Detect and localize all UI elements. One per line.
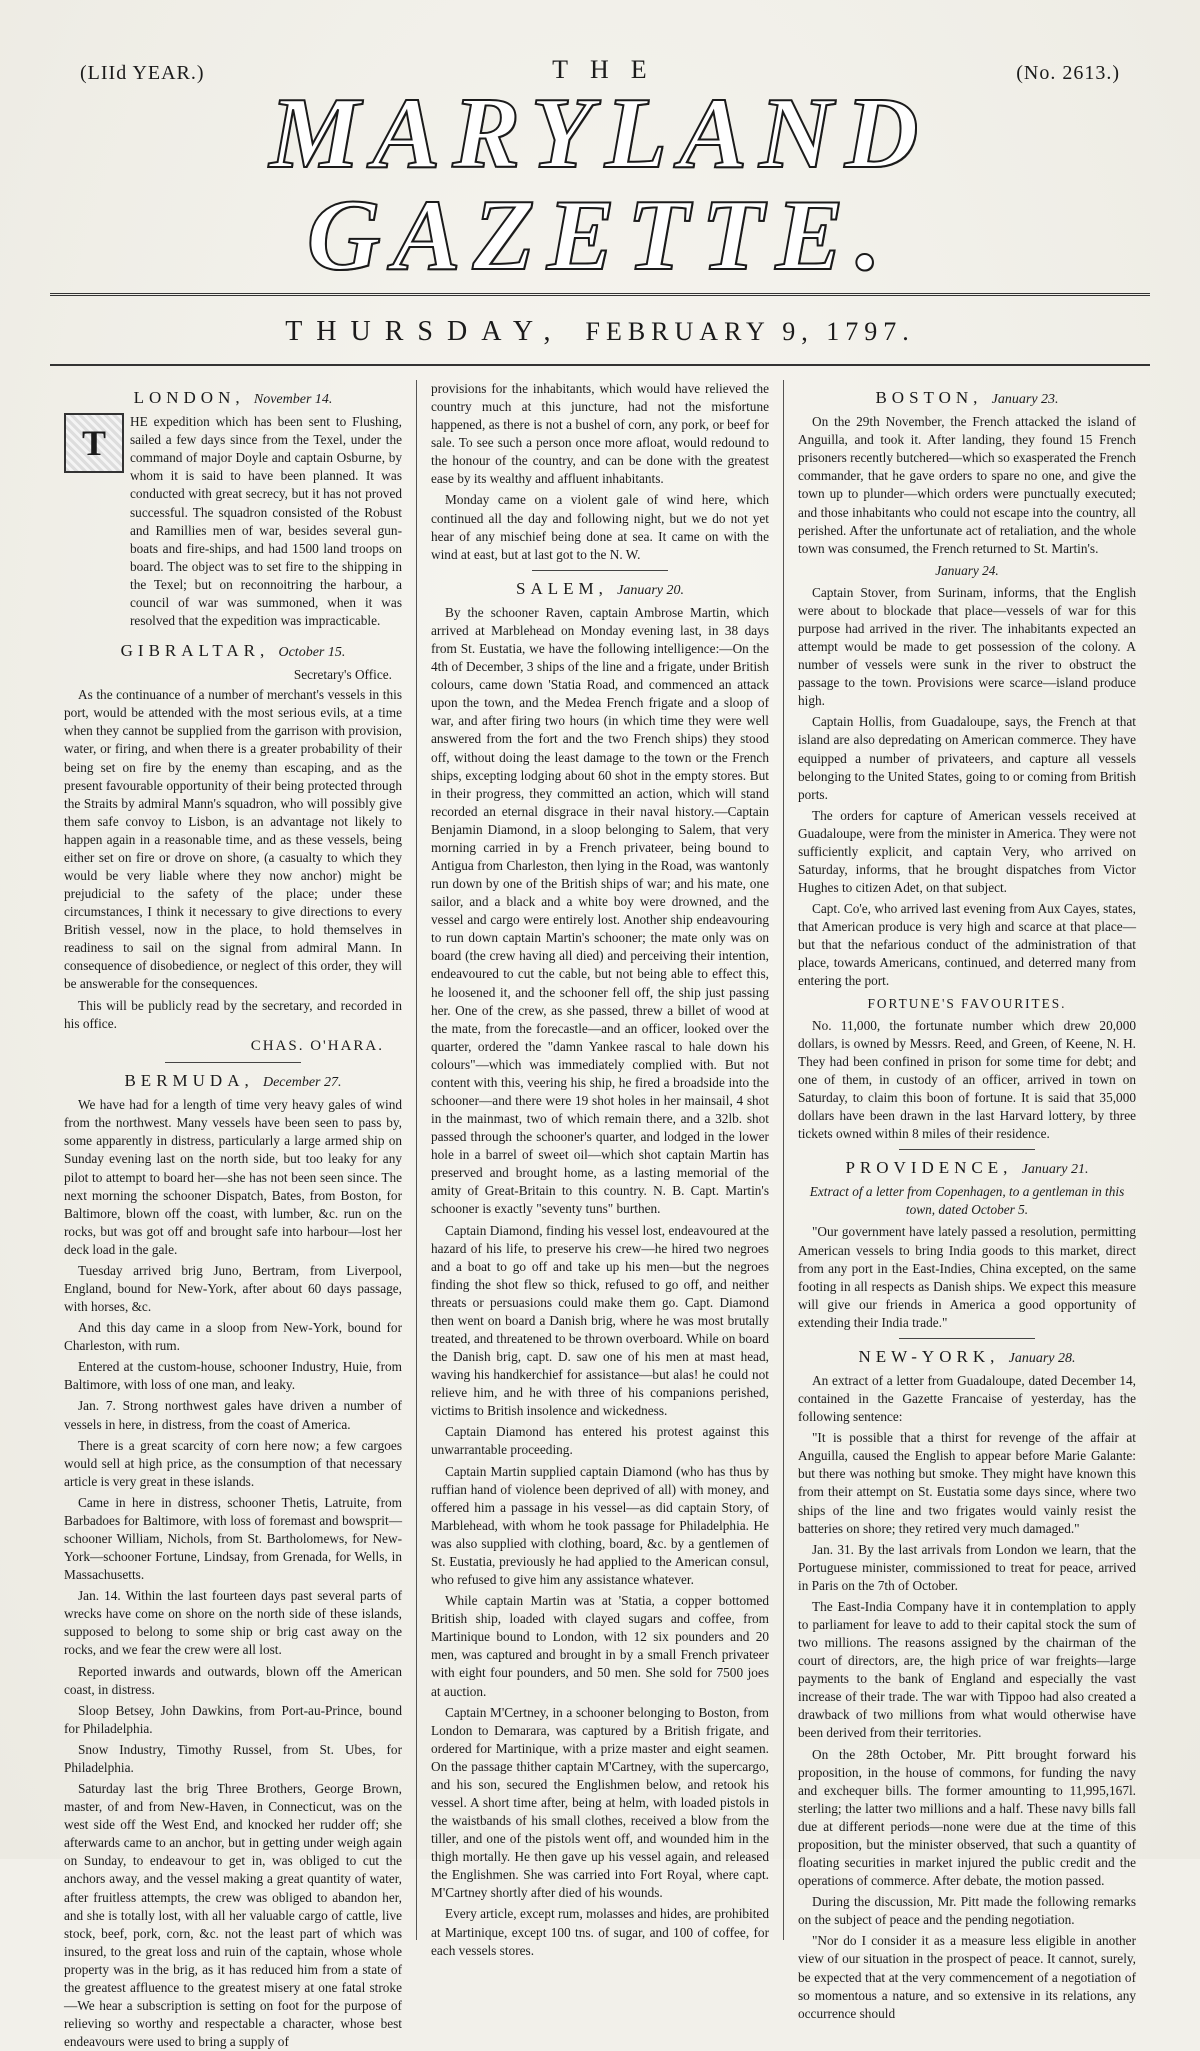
article-paragraph: "Our government have lately passed a resolution, permitting American vessels to bring India goods to this market, direct from any port in the East-Indies, China excepted, on the same footing in all respects as Danish ships. We expect this measure will give our friends in America a good opportunity of extending their India trade."	[798, 1224, 1136, 1330]
article-paragraph: Captain Hollis, from Guadaloupe, says, the French at that island are also depredating on American commerce. They have equipped a number of privateers, and capture all vessels belonging to the United States, going to or coming from British ports.	[798, 714, 1136, 802]
article-paragraph: By the schooner Raven, captain Ambrose Martin, which arrived at Marblehead on Monday evening last, in 38 days from St. Eustatia, we have the following intelligence:—On the 4th of December, 3 ships of the line and a frigate, under British colours, came down 'Statia Road, and commenced an attack upon the town, and the Medea French frigate and a sloop of war, and after firing two hours (in which time they were well answered from the fort and the two French ships) they stood off, without doing the least damage to the town or the French ships, excepting lodging about 60 shot in the empty stores. But in their progress, they committed an action, which will stand recorded an eternal disgrace in their naval history.—Captain Benjamin Diamond, in a sloop belonging to Salem, that very morning carried in by a French privateer, being bound to Antigua from Charleston, then lying in the Road, was wantonly run down by one of the British ships of war; and his mate, one sailor, and a black and a white boy were drowned, and the vessel and cargo were entirely lost. Another ship endeavouring to run down captain Martin's schooner; the mate only was on board (the crew having all died) and perceiving their intention, endeavoured to cut the cable, but not being able to effect this, he loosened it, and the schooner fell off, the ship just passing her. One of the crew, as she passed, threw a billet of wood at the mate, from the forecastle—and an officer, looked over the quarter, ordered the "damn Yankee rascal to hale down his colours"—which was immediately complied with. But not content with this, veering his ship, he fired a broadside into the schooner—and there were 19 shot holes in her mainsail, 4 shot in the mainmast, two of which remain there, and a 32lb. shot passed through the schooner's quarter, and lodged in the lower hole in a barrel of sweet oil—which shot captain Martin has preserved and brought home, as a lasting memorial of the amity of Great-Britain to this country. N. B. Capt. Martin's schooner is exactly "seventy tuns" burthen.	[431, 604, 769, 1217]
dateline-date: January 23.	[991, 392, 1059, 407]
year-label: (LIId YEAR.)	[80, 62, 205, 84]
dateline-date: October 15.	[278, 645, 346, 661]
article-paragraph: As the continuance of a number of merchant's vessels in this port, would be attended with the most serious evils, at a time when they cannot be supplied from the garrison with provision, water, or firing, and when there is a greater probability of their being set on fire by the enemy than escaping, and as the present favourable opportunity of their being protected through the Straits by admiral Mann's squadron, who will possibly give them safe convoy to Lisbon, is an advantage not likely to happen again in a reasonable time, and as these vessels, being either set on fire or drove on shore, (a casualty to which they would be very liable where they now anchor) might be prejudicial to the safety of the place; under these circumstances, I think it necessary to give directions to every British vessel, now in the place, to hold themselves in readiness to sail on the signal from admiral Mann. In consequence of disobedience, or neglect of this order, they will be answerable for the consequences.	[64, 687, 402, 992]
article-paragraph: And this day came in a sloop from New-York, bound for Charleston, with rum.	[64, 1320, 402, 1354]
divider	[165, 1062, 300, 1063]
article-paragraph: The East-India Company have it in contemplation to apply to parliament for leave to add to their capital stock the sum of two millions. The reasons assigned by the chairman of the court of directors, are, the high price of war freights—large payments to the bank of England and especially the vast increase of their trade. The war with Tippoo had also created a drawback of two millions from what would otherwise have been derived from their territories.	[798, 1598, 1136, 1741]
masthead-rule-bottom	[50, 364, 1150, 366]
article-paragraph: An extract of a letter from Guadaloupe, dated December 14, contained in the Gazette Francaise of yesterday, has the following sentence:	[798, 1373, 1136, 1425]
dateline-gibraltar	[64, 639, 402, 662]
article-paragraph: Capt. Co'e, who arrived last evening from Aux Cayes, states, that American produce is very high and scarce at that place—but that the nefarious conduct of the administration of that place, towards Americans, continued, and deterred many from entering the port.	[798, 901, 1136, 989]
article-paragraph: Entered at the custom-house, schooner Industry, Huie, from Baltimore, with loss of one man, and leaky.	[64, 1359, 402, 1393]
divider	[899, 1338, 1034, 1339]
article-paragraph: HE expedition which has been sent to Flushing, sailed a few days since from the Texel, under the command of major Doyle and captain Osburne, by whom it is said to have been planned. It was conducted with great secrecy, but it has not proved successful. The squadron consisted of the Robust and Ramillies men of war, besides several gun-boats and fire-ships, and had 1500 land troops on board. The object was to set fire to the shipping in the Texel; but on reconnoitring the harbour, a council of war was summoned, when it was resolved that the expedition was impracticable.	[130, 414, 402, 628]
article-paragraph: We have had for a length of time very heavy gales of wind from the northwest. Many vessels have been seen to pass by, some apparently in distress, particularly a large armed ship on Sunday evening last on the north side, but too leaky for any pilot to attempt to board her—she has not been seen since. The next morning the schooner Dispatch, Bates, from Boston, for Baltimore, blown off the coast, with lumber, &c. run on the rocks, but was got off and brought safe into harbour—lost her deck load in the gale.	[64, 1097, 402, 1257]
article-paragraph: Captain Stover, from Surinam, informs, that the English were about to blockade that place—vessels of war for this purpose had arrived in the river. The inhabitants expected an attempt would be made to get possession of the colony. A number of vessels were sunk in the river to obstruct the passage to the town. Provisions were scarce—island produce high.	[798, 584, 1136, 709]
london-article	[64, 413, 402, 633]
issue-dateline	[50, 302, 1150, 358]
article-paragraph: Captain Diamond, finding his vessel lost, endeavoured at the hazard of his life, to preserve his crew—he hired two negroes and a boat to go off and take up his men—but the negroes finding the shot flew so thick, refused to go off, and neither threats or persuasions could make them go. Capt. Diamond then went on board a Danish brig, where he was most brutally treated, and threatened to be thrown overboard. While on board the Danish brig, capt. D. saw one of his men at mast head, waving his handkerchief for assistance—but alas! he could not relieve him, and he with three of his companions perished, victims to British insolence and wickedness.	[431, 1222, 769, 1419]
article-paragraph: provisions for the inhabitants, which would have relieved the country much at this juncture, had not the misfortune happened, as there is not a bushel of corn, any pork, or beef for sale. To see such a person once more afloat, would redound to the honour of the country, and can be done with the greatest ease by its wealthy and affluent inhabitants.	[431, 381, 769, 487]
column-1	[50, 380, 416, 2050]
newspaper-title: MARYLAND GAZETTE.	[269, 77, 931, 292]
masthead-rule-top	[50, 293, 1150, 296]
article-paragraph: Captain Diamond has entered his protest against this unwarrantable proceeding.	[431, 1424, 769, 1458]
dateline-place: SALEM,	[515, 578, 608, 598]
article-paragraph: Jan. 31. By the last arrivals from London we learn, that the Portuguese minister, commissioned to treat for peace, arrived in Paris on the 7th of October.	[798, 1541, 1136, 1593]
article-paragraph: Sloop Betsey, John Dawkins, from Port-au-Prince, bound for Philadelphia.	[64, 1702, 402, 1736]
extract-heading: Extract of a letter from Copenhagen, to a gentleman in this town, dated October 5.	[809, 1184, 1125, 1218]
article-paragraph: While captain Martin was at 'Statia, a copper bottomed British ship, loaded with clayed sugars and coffee, from Martinique bound to London, with 12 six pounders and 20 men, was captured and brought in by a small French privateer with eight four pounders, and 50 men. She sold for 7500 joes at auction.	[431, 1593, 769, 1699]
secretary-office: Secretary's Office.	[293, 667, 392, 683]
article-paragraph: Captain Martin supplied captain Diamond (who has thus by ruffian hand of violence been deprived of all) with money, and offered him a passage in his vessel—as did captain Story, of Marblehead, with whom he took passage for Philadelphia. He was also supplied with clothing, board, &c. by a gentlemen of St. Eustatia, previously he had applied to the American consul, who refused to give him any assistance whatever.	[431, 1463, 769, 1588]
dateline-bermuda	[64, 1069, 402, 1092]
article-paragraph: Jan. 7. Strong northwest gales have driven a number of vessels in here, in distress, from the coast of America.	[64, 1398, 402, 1432]
article-paragraph: Jan. 14. Within the last fourteen days past several parts of wrecks have come on shore on the north side of these islands, supposed to belong to some ship or brig cast away on the rocks, and we fear the crew were all lost.	[64, 1588, 402, 1658]
article-paragraph: Saturday last the brig Three Brothers, George Brown, master, of and from New-Haven, in Connecticut, was on the west side off the West End, and knocked her rudder off; she afterwards came to an anchor, but in getting under weigh again on Sunday, to endeavour to get in, was obliged to cut the anchors away, and the vessel making a great quantity of water, after fruitless attempts, the crew was obliged to abandon her, and she is totally lost, with all her valuable cargo of cattle, live stock, beef, pork, corn, &c. not the least part of which was insured, to the great loss and ruin of the captain, whose whole property was in the brig, as it has reduced him from a state of the greatest affluence to the greatest misery at one fatal stroke—We hear a subscription is setting on foot for the purpose of relieving so worthy and respectable a character, whose best endeavours were used to bring a supply of	[64, 1781, 402, 2050]
fortunes-favourites-heading: FORTUNE'S FAVOURITES.	[867, 995, 1067, 1011]
dateline-boston	[798, 386, 1136, 409]
divider	[532, 570, 667, 571]
article-paragraph: The orders for capture of American vessels received at Guadaloupe, were from the minister in America. They were not sufficiently explicit, and captain Very, who arrived on Saturday, informs, that he brought dispatches from Victor Hughes to citizen Adet, on that subject.	[798, 807, 1136, 896]
article-paragraph: "Nor do I consider it as a measure less eligible in another view of our situation in the prospect of peace. It cannot, surely, be expected that at the very commencement of a negotiation of so momentous a nature, and so extensive in its relations, any occurrence should	[798, 1933, 1136, 2021]
dateline-place: GIBRALTAR,	[120, 641, 270, 661]
divider	[899, 1149, 1034, 1150]
issue-day: THURSDAY,	[285, 316, 565, 347]
the-word: THE	[552, 55, 669, 84]
dateline-place: NEW-YORK,	[858, 1346, 1000, 1366]
article-paragraph: There is a great scarcity of corn here now; a few cargoes would sell at high price, as the consumption of that necessary article is very great in these islands.	[64, 1437, 402, 1489]
dateline-date: December 27.	[262, 1075, 342, 1091]
article-paragraph: Came in here in distress, schooner Thetis, Latruite, from Barbadoes for Baltimore, with loss of foremast and bowsprit—schooner William, Nichols, from St. Bartholomews, for New-York—schooner Fortune, Lindsay, from Grenada, for Wells, in Massachusetts.	[64, 1494, 402, 1583]
article-paragraph: Reported inwards and outwards, blown off the American coast, in distress.	[64, 1663, 402, 1697]
dateline-place: LONDON,	[133, 388, 245, 407]
column-3	[783, 380, 1150, 2021]
article-paragraph: Snow Industry, Timothy Russel, from St. Ubes, for Philadelphia.	[64, 1741, 402, 1775]
issue-number: (No. 2613.)	[1016, 62, 1120, 84]
article-paragraph: On the 28th October, Mr. Pitt brought forward his proposition, in the house of commons, for funding the navy and exchequer bills. The former amounting to 11,995,167l. sterling; the latter two millions and a half. These navy bills fall due at different periods—none were due at the time of this proposition, but the minister observed, that such a quantity of floating securities in market injured the public credit and the operations of commerce. After debate, the motion passed.	[798, 1746, 1136, 1889]
article-paragraph: During the discussion, Mr. Pitt made the following remarks on the subject of peace and the pending negotiation.	[798, 1894, 1136, 1928]
dateline-salem	[431, 577, 769, 600]
dateline-place: BOSTON,	[875, 388, 983, 407]
article-paragraph: No. 11,000, the fortunate number which drew 20,000 dollars, is owned by Messrs. Reed, and Green, of Keene, N. H. They had been confined in prison for some time for debt; and one of them, in custody of an officer, arrived in town on Saturday, to claim this boon of fortune. It is said that 35,000 dollars have been drawn in the last Harvard lottery, by three tickets owned within 8 miles of their residence.	[798, 1017, 1136, 1142]
dateline-place: BERMUDA,	[124, 1071, 254, 1091]
dateline-london	[64, 386, 402, 409]
column-2	[416, 380, 783, 1958]
dateline-date: January 21.	[1021, 1162, 1089, 1178]
signature: CHAS. O'HARA.	[250, 1037, 384, 1054]
issue-date: FEBRUARY 9, 1797.	[585, 317, 915, 346]
article-paragraph: Monday came on a violent gale of wind here, which continued all the day and following night, but we do not yet hear of any mischief being done at sea. It came on with the wind at east, but at last got to the N. W.	[431, 492, 769, 562]
dateline-date: January 20.	[617, 582, 684, 598]
dateline-new-york	[798, 1345, 1136, 1368]
dateline-providence	[798, 1156, 1136, 1179]
article-paragraph: Every article, except rum, molasses and hides, are prohibited at Martinique, except 100 tns. of sugar, and 100 of coffee, for each vessels stores.	[431, 1906, 769, 1958]
article-paragraph: On the 29th November, the French attacked the island of Anguilla, and took it. After landing, they found 15 French prisoners recently butchered—which so exasperated the French commander, that he gave orders to spare no one, and give the town up to plunder—which orders were punctually executed; and those inhabitants who could not escape into the country, all perished. After the unfortunate act of retaliation, and the whole town was consumed, the French returned to St. Martin's.	[798, 414, 1136, 556]
dateline-date: November 14.	[253, 392, 333, 407]
article-paragraph: Captain M'Certney, in a schooner belonging to Boston, from London to Demarara, was captured by a British frigate, and ordered for Martinique, with a prize master and eight seamen. On the passage thither captain M'Cartney, with the supercargo, and his son, secured the Englishmen below, and retook his vessel. A short time after, being at helm, with loaded pistols in the waistbands of his small clothes, received a blow from the tiller, and one of the pistols went off, and wounded him in the thigh mortally. He then gave up his vessel again, and released the Englishmen. She was carried into Fort Royal, where capt. M'Cartney shortly after died of his wounds.	[431, 1704, 769, 1901]
dateline-place: PROVIDENCE,	[845, 1158, 1013, 1178]
drop-cap: T	[64, 413, 124, 473]
article-paragraph: This will be publicly read by the secretary, and recorded in his office.	[64, 997, 402, 1031]
article-paragraph: "It is possible that a thirst for revenge of the affair at Anguilla, caused the English to appear before Marie Galante: but there was nothing but smoke. They might have known this from their attempt on St. Eustatia some days since, where two ships of the line and two frigates would vainly resist the batteries on shore; they retired very much damaged."	[798, 1430, 1136, 1536]
article-paragraph: Tuesday arrived brig Juno, Bertram, from Liverpool, England, bound for New-York, after about 60 days passage, with horses, &c.	[64, 1262, 402, 1315]
columns	[50, 380, 1150, 2050]
dateline-date: January 28.	[1008, 1350, 1076, 1366]
subdate: January 24.	[935, 562, 999, 578]
